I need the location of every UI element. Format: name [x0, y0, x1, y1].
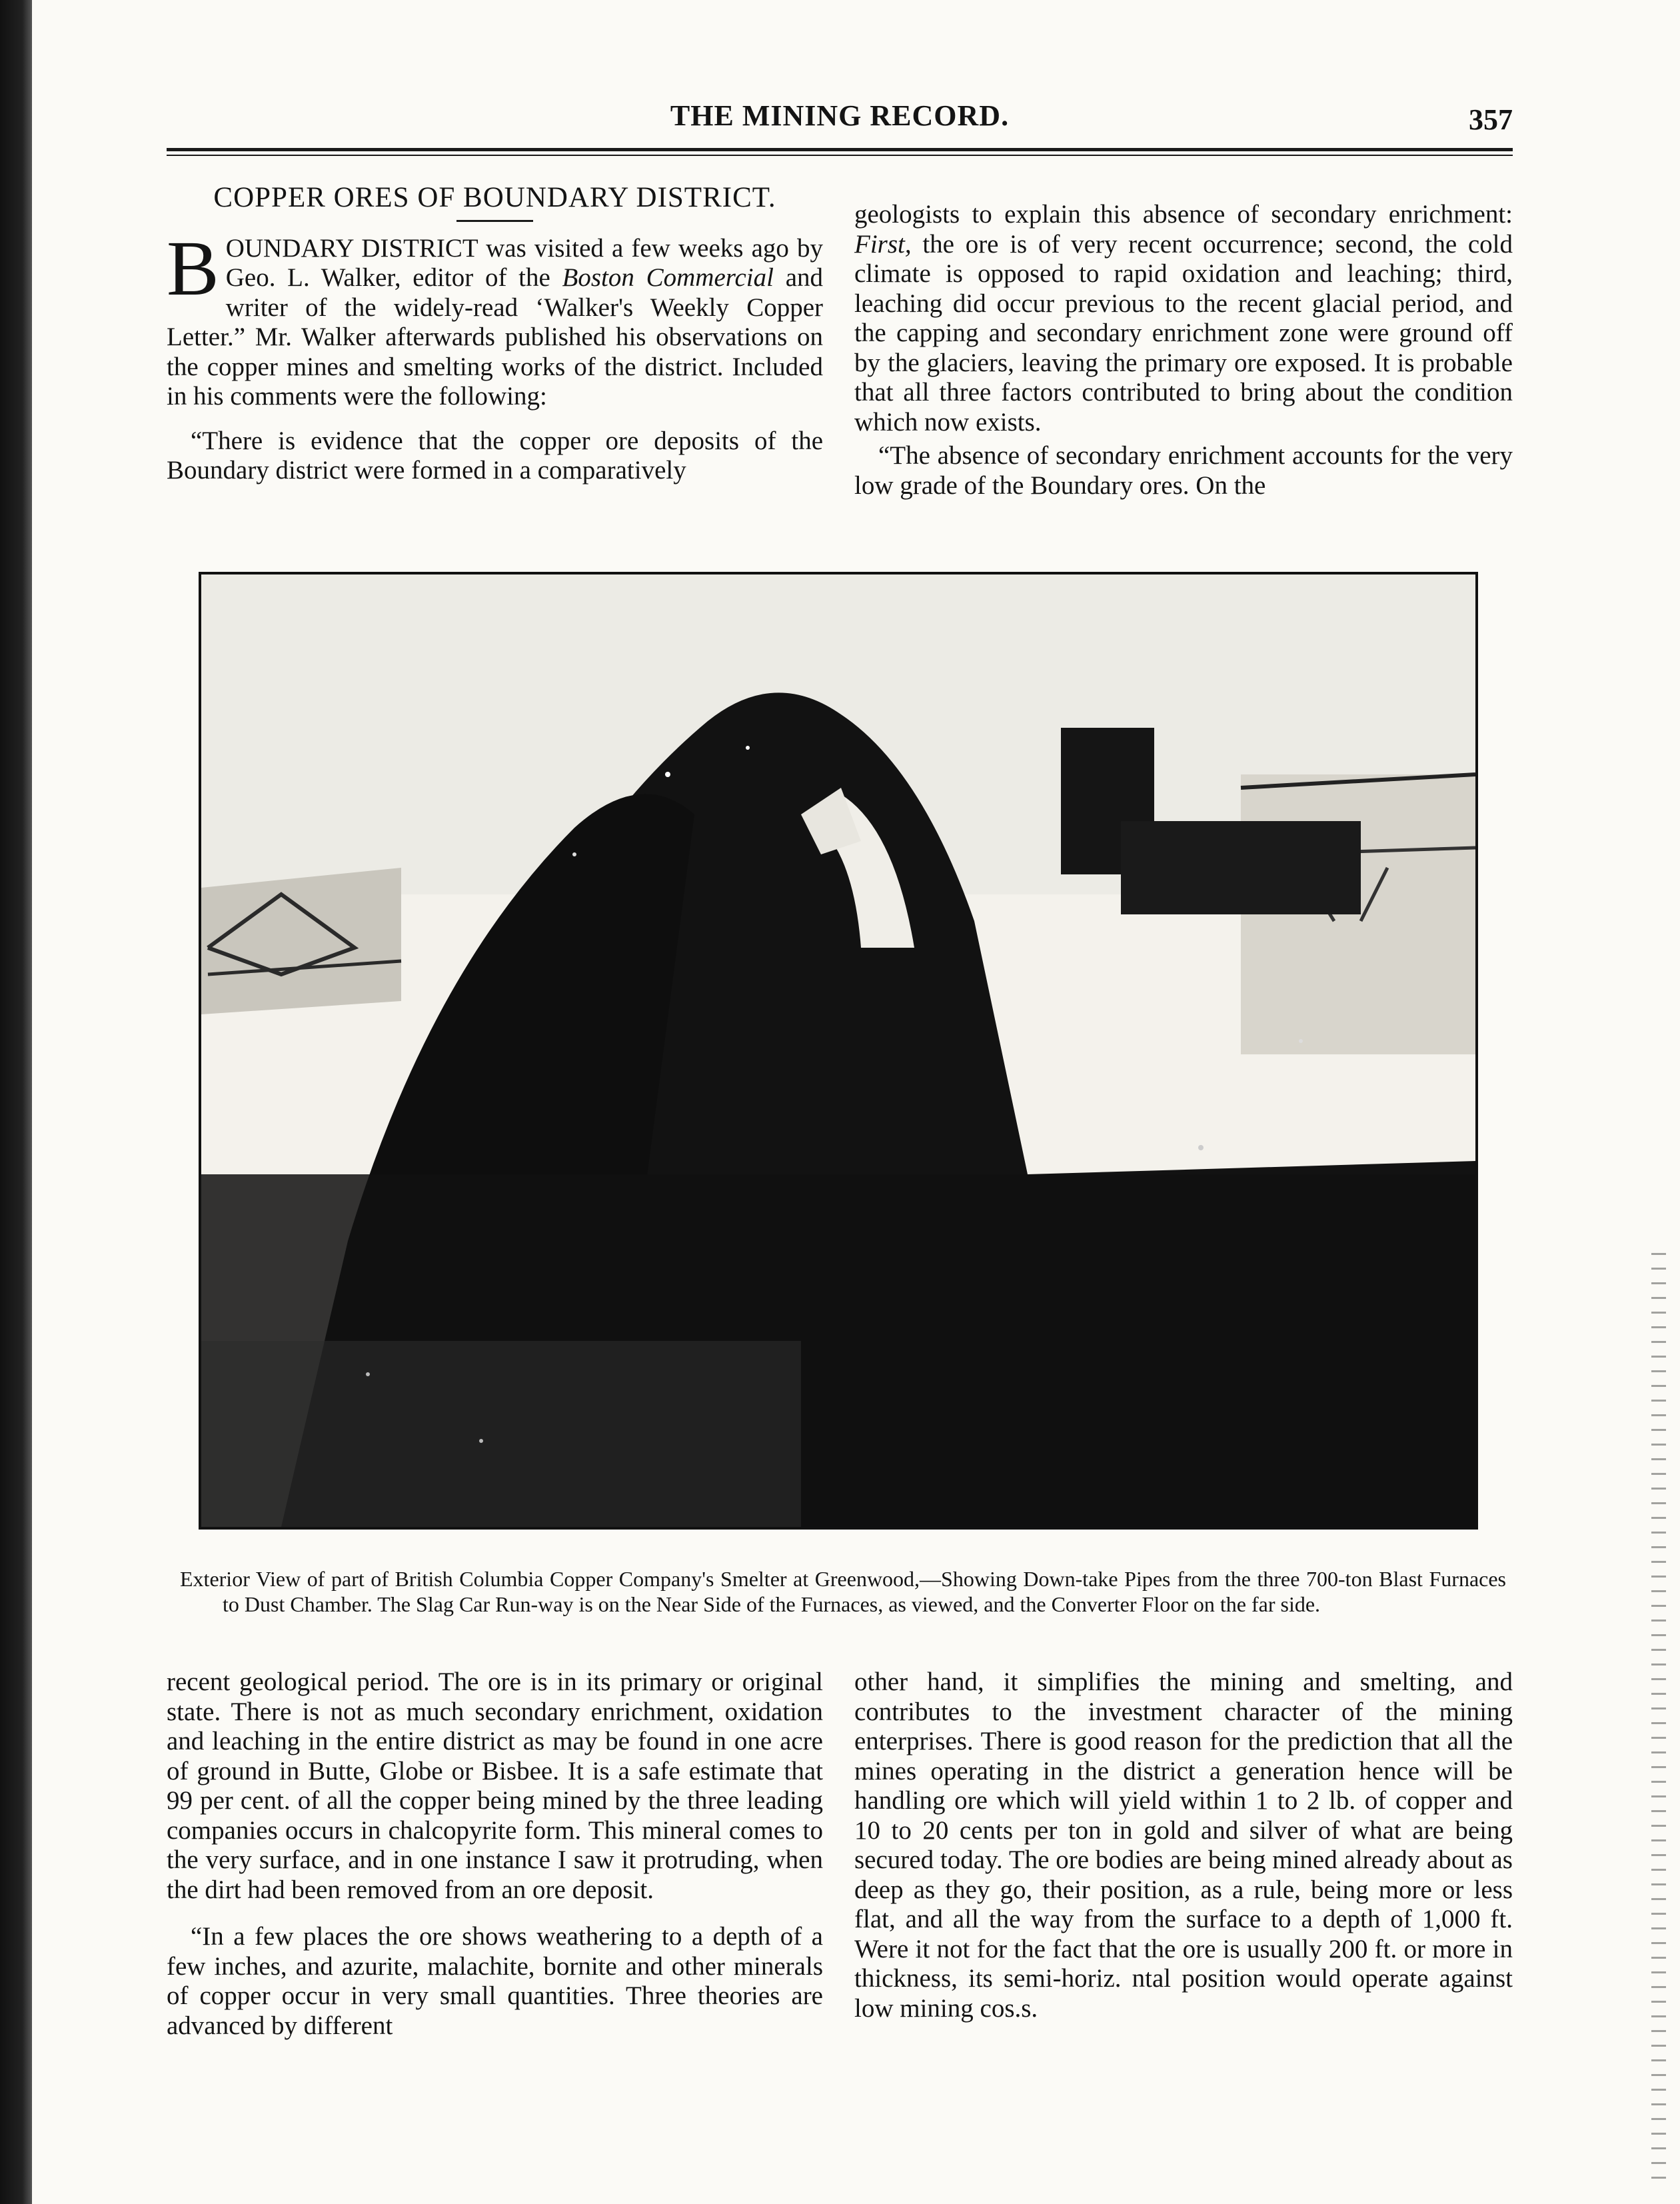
paragraph-text: and writer of the widely-read ‘Walker's Weekly Copper Letter.” Mr. Walker afterwards published his observations on the copper mines and smelting works of the district. Included in his comments were the following: — [167, 263, 823, 411]
paragraph — [854, 200, 1513, 437]
paragraph: other hand, it simplifies the mining and smelting, and contributes to the investment character of the mining enterprises. There is good reason for the prediction that all the mines operating in the district a generation hence will be handling ore which will yield within 1 to 2 lb. of copper and 10 to 20 cents per ton in gold and silver of what are being secured today. The ore bodies are being mined already about as deep as they go, their position, as a rule, being more or less flat, and all the way from the surface to a depth of 1,000 ft. Were it not for the fact that the ore is usually 200 ft. or more in thickness, its semi-horiz. ntal position would operate against low mining cos.s. — [854, 1667, 1513, 2023]
column-2-bottom — [854, 1667, 1513, 2023]
paragraph: “The absence of secondary enrichment accounts for the very low grade of the Boundary ores. On the — [854, 441, 1513, 500]
article-title: COPPER ORES OF BOUNDARY DISTRICT. — [213, 182, 776, 213]
drop-cap: B — [167, 224, 219, 312]
photograph-image — [201, 574, 1475, 1527]
column-2-top — [854, 200, 1513, 501]
paragraph — [167, 224, 823, 412]
emphasis-text: First, — [854, 229, 912, 259]
page-number: 357 — [1469, 103, 1513, 136]
header-rule-thin — [167, 155, 1513, 156]
publication-name: Boston Commercial — [562, 263, 774, 292]
paragraph-text: the ore is of very recent occurrence; second, the cold climate is opposed to rapid oxidation and leaching; third, leaching did occur previous to the recent glacial period, and the capping and secondary enrichment zone were ground off by the glaciers, leaving the primary ore exposed. It is probable that all three factors contributed to bring about the condition which now exists. — [854, 229, 1513, 437]
header-rule-thick — [167, 148, 1513, 151]
running-title: THE MINING RECORD. — [670, 99, 1010, 132]
caption-text: Exterior View of part of British Columbia Copper Company's Smelter at Greenwood,—Showing Down-take Pipes from the three 700-ton Blast Furnaces to Dust Chamber. The Slag Car Run-way is on the Near Side of the Furnaces, as viewed, and the Converter Floor on the far side. — [180, 1567, 1506, 1616]
photo-caption — [180, 1566, 1506, 1617]
title-rule — [456, 220, 533, 222]
scan-edge-noise — [1651, 1253, 1666, 2186]
paragraph: recent geological period. The ore is in its primary or original state. There is not as much secondary enrichment, oxidation and leaching in the entire district as may be found in one acre of ground in Butte, Globe or Bisbee. It is a safe estimate that 99 per cent. of all the copper being mined by the three leading companies occurs in chalcopyrite form. This mineral comes to the very surface, and in one instance I saw it protruding, when the dirt had been removed from an ore deposit. — [167, 1667, 823, 1904]
page-header — [167, 99, 1513, 145]
paragraph-text: OUNDARY DISTRICT was visited a few weeks ago by Geo. L. Walker, editor of the — [225, 233, 823, 292]
smelter-photograph — [199, 572, 1478, 1530]
scan-binding-edge — [0, 0, 32, 2204]
paragraph: “There is evidence that the copper ore deposits of the Boundary district were formed in a comparatively — [167, 426, 823, 485]
paragraph: “In a few places the ore shows weathering to a depth of a few inches, and azurite, malachite, bornite and other minerals of copper occur in very small quantities. Three theories are advanced by different — [167, 1922, 823, 2040]
column-1-top — [167, 183, 823, 486]
paragraph-text: geologists to explain this absence of secondary enrichment: — [854, 200, 1513, 229]
column-1-bottom — [167, 1667, 823, 2041]
